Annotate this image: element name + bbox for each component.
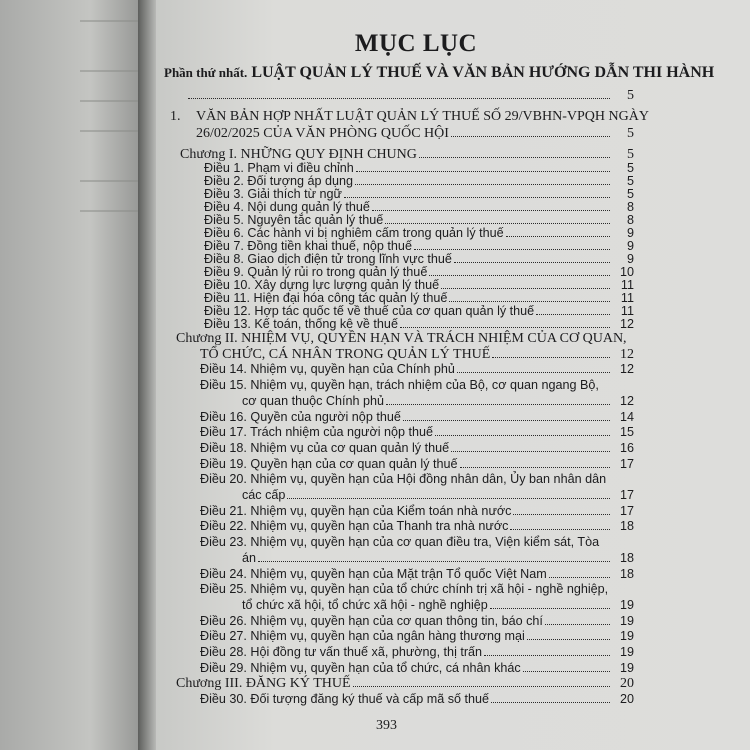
toc-entry-text: Điều 8. Giao dịch điện tử trong lĩnh vực thuế xyxy=(204,251,452,266)
toc-chapter-entry xyxy=(180,149,634,162)
toc-list-chapter-1 xyxy=(180,149,634,331)
toc-entry-text: Điều 14. Nhiệm vụ, quyền hạn của Chính phủ xyxy=(200,362,455,377)
toc-entry-text: Chương III. ĐĂNG KÝ THUẾ xyxy=(176,676,351,692)
toc-article-entry xyxy=(176,582,634,598)
dot-leader xyxy=(435,435,610,436)
dot-leader xyxy=(549,577,610,578)
dot-leader xyxy=(414,249,610,250)
toc-article-entry xyxy=(176,488,634,504)
toc-entry-page: 9 xyxy=(626,225,634,240)
toc-entry-page: 5 xyxy=(626,160,634,175)
dot-leader xyxy=(449,301,610,302)
toc-entry-page: 19 xyxy=(619,660,634,675)
part-heading xyxy=(164,64,714,82)
toc-entry-text: án xyxy=(242,550,257,565)
dot-leader xyxy=(344,197,610,198)
toc-article-entry xyxy=(176,614,634,630)
toc-entry-page: 19 xyxy=(619,645,634,660)
toc-entry-text: Điều 22. Nhiệm vụ, quyền hạn của Thanh tra nhà nước xyxy=(200,519,509,534)
toc-entry-text: tổ chức xã hội, tổ chức xã hội - nghề nghiệp xyxy=(242,597,488,612)
toc-entry-page: 12 xyxy=(619,362,634,377)
toc-entry-text: Điều 28. Hội đồng tư vấn thuế xã, phường, thị trấn xyxy=(200,645,483,660)
dot-leader xyxy=(451,451,610,452)
toc-article-entry xyxy=(176,362,634,378)
dot-leader xyxy=(429,275,610,276)
toc-article-entry xyxy=(180,201,634,214)
toc-entry-text: Điều 1. Phạm vi điều chỉnh xyxy=(204,160,354,175)
toc-entry-text: các cấp xyxy=(242,488,286,503)
toc-entry-text: Điều 3. Giải thích từ ngữ xyxy=(204,186,342,201)
toc-chapter-entry xyxy=(176,347,634,363)
toc-entry-page: 8 xyxy=(626,199,634,214)
toc-article-entry xyxy=(180,292,634,305)
part-label: LUẬT QUẢN LÝ THUẾ VÀ VĂN BẢN HƯỚNG DẪN THI HÀNH xyxy=(251,64,715,81)
toc-entry-page: 5 xyxy=(626,186,634,201)
toc-entry-page: 17 xyxy=(619,488,634,503)
book-gutter xyxy=(138,0,156,750)
toc-entry-text: Chương II. NHIỆM VỤ, QUYỀN HẠN VÀ TRÁCH NHIỆM CỦA CƠ QUAN, xyxy=(176,331,627,346)
toc-entry-page: 20 xyxy=(620,676,634,692)
toc-entry-page: 12 xyxy=(619,316,634,331)
toc-article-entry xyxy=(176,425,634,441)
dot-leader xyxy=(510,529,610,530)
part-page: 5 xyxy=(627,88,634,103)
dot-leader xyxy=(527,639,610,640)
toc-article-entry xyxy=(176,551,634,567)
dot-leader xyxy=(457,372,610,373)
toc-article-entry xyxy=(176,410,634,426)
toc-entry-text: Điều 21. Nhiệm vụ, quyền hạn của Kiểm toán nhà nước xyxy=(200,503,512,518)
page-number: 393 xyxy=(376,718,397,733)
toc-entry-page: 12 xyxy=(619,393,634,408)
dot-leader xyxy=(523,671,610,672)
toc-entry-text: Điều 30. Đối tượng đăng ký thuế và cấp mã số thuế xyxy=(200,692,490,707)
section-line: VĂN BẢN HỢP NHẤT LUẬT QUẢN LÝ THUẾ SỐ 29/VBHN-VPQH NGÀY xyxy=(196,109,649,124)
dot-leader xyxy=(355,184,610,185)
toc-entry-text: Điều 18. Nhiệm vụ của cơ quan quản lý thuế xyxy=(200,440,450,455)
toc-entry-page: 17 xyxy=(619,503,634,518)
toc-entry-page: 18 xyxy=(619,519,634,534)
dot-leader xyxy=(441,288,610,289)
toc-entry-text: Điều 24. Nhiệm vụ, quyền hạn của Mặt trận Tổ quốc Việt Nam xyxy=(200,566,547,581)
toc-entry-text: Điều 20. Nhiệm vụ, quyền hạn của Hội đồng nhân dân, Ủy ban nhân dân xyxy=(200,472,607,487)
dot-leader xyxy=(492,357,610,358)
toc-entry-text: Điều 6. Các hành vi bị nghiêm cấm trong quản lý thuế xyxy=(204,225,504,240)
toc-entry-text: Điều 13. Kế toán, thống kê về thuế xyxy=(204,316,398,331)
toc-entry-text: TỔ CHỨC, CÁ NHÂN TRONG QUẢN LÝ THUẾ xyxy=(200,346,491,362)
toc-entry-text: Điều 9. Quản lý rủi ro trong quản lý thuế xyxy=(204,264,428,279)
toc-article-entry xyxy=(180,162,634,175)
toc-entry-text: Điều 16. Quyền của người nộp thuế xyxy=(200,409,401,424)
toc-entry-page: 5 xyxy=(626,173,634,188)
toc-entry-text: Điều 4. Nội dung quản lý thuế xyxy=(204,199,370,214)
toc-article-entry xyxy=(176,692,634,708)
toc-entry-page: 5 xyxy=(627,147,634,162)
toc-entry-page: 10 xyxy=(619,264,634,279)
toc-article-entry xyxy=(180,214,634,227)
toc-entry-page: 8 xyxy=(626,212,634,227)
dot-leader xyxy=(372,210,610,211)
section-line: 26/02/2025 CỦA VĂN PHÒNG QUỐC HỘI xyxy=(196,126,449,141)
dot-leader xyxy=(403,420,610,421)
part-prefix: Phần thứ nhất. xyxy=(164,65,248,80)
section-number: 1. xyxy=(170,109,181,124)
toc-article-entry xyxy=(176,661,634,677)
toc-entry-text: Điều 29. Nhiệm vụ, quyền hạn của tổ chức, cá nhân khác xyxy=(200,660,521,675)
toc-entry-page: 11 xyxy=(620,303,634,318)
toc-entry-text: Điều 7. Đồng tiền khai thuế, nộp thuế xyxy=(204,238,412,253)
section-page: 5 xyxy=(627,126,634,141)
toc-article-entry xyxy=(180,266,634,279)
dot-leader xyxy=(258,561,610,562)
dot-leader xyxy=(536,314,610,315)
toc-entry-page: 11 xyxy=(620,290,634,305)
toc-entry-page: 18 xyxy=(619,550,634,565)
toc-article-entry xyxy=(176,645,634,661)
toc-entry-page: 12 xyxy=(620,346,634,362)
toc-article-entry xyxy=(176,394,634,410)
toc-entry-page: 18 xyxy=(619,566,634,581)
dot-leader xyxy=(287,498,610,499)
toc-entry-text: Điều 26. Nhiệm vụ, quyền hạn của cơ quan thông tin, báo chí xyxy=(200,613,543,628)
toc-article-entry xyxy=(180,253,634,266)
toc-entry-page: 19 xyxy=(619,597,634,612)
toc-article-entry xyxy=(176,598,634,614)
toc-chapter-entry xyxy=(176,331,634,347)
dot-leader xyxy=(484,655,610,656)
dot-leader xyxy=(454,262,610,263)
toc-page xyxy=(156,0,750,750)
toc-entry-text: Chương I. NHỮNG QUY ĐỊNH CHUNG xyxy=(180,147,417,162)
dot-leader xyxy=(356,171,610,172)
dot-leader xyxy=(353,686,610,687)
toc-article-entry xyxy=(176,519,634,535)
toc-entry-text: Điều 5. Nguyên tắc quản lý thuế xyxy=(204,212,384,227)
toc-entry-text: Điều 12. Hợp tác quốc tế về thuế của cơ quan quản lý thuế xyxy=(204,303,535,318)
toc-article-entry xyxy=(176,457,634,473)
toc-article-entry xyxy=(176,567,634,583)
toc-entry-page: 19 xyxy=(619,613,634,628)
toc-entry-text: Điều 15. Nhiệm vụ, quyền hạn, trách nhiệm của Bộ, cơ quan ngang Bộ, xyxy=(200,378,599,393)
toc-entry-page: 19 xyxy=(619,629,634,644)
toc-article-entry xyxy=(176,629,634,645)
dot-leader xyxy=(490,608,610,609)
dot-leader xyxy=(400,327,610,328)
dot-leader xyxy=(491,702,610,703)
toc-entry-text: cơ quan thuộc Chính phủ xyxy=(242,393,384,408)
toc-entry-text: Điều 19. Quyền hạn của cơ quan quản lý thuế xyxy=(200,456,458,471)
toc-entry-text: Điều 27. Nhiệm vụ, quyền hạn của ngân hàng thương mại xyxy=(200,629,525,644)
toc-list-chapter-2-3 xyxy=(176,331,634,708)
toc-entry-page: 11 xyxy=(620,277,634,292)
facing-page xyxy=(0,0,150,750)
toc-article-entry xyxy=(176,535,634,551)
toc-article-entry xyxy=(176,441,634,457)
toc-article-entry xyxy=(176,504,634,520)
page-title: MỤC LỤC xyxy=(354,30,478,57)
toc-article-entry xyxy=(180,188,634,201)
toc-entry-text: Điều 25. Nhiệm vụ, quyền hạn của tổ chức chính trị xã hội - nghề nghiệp, xyxy=(200,582,609,597)
toc-entry-text: Điều 11. Hiện đại hóa công tác quản lý thuế xyxy=(204,290,448,305)
part-leader-row xyxy=(186,88,634,104)
toc-entry-text: Điều 10. Xây dựng lực lượng quản lý thuế xyxy=(204,277,440,292)
toc-entry-page: 20 xyxy=(619,692,634,707)
dot-leader xyxy=(385,223,610,224)
toc-entry-text: Điều 23. Nhiệm vụ, quyền hạn của cơ quan điều tra, Viện kiểm sát, Tòa xyxy=(200,535,600,550)
dot-leader xyxy=(386,404,610,405)
dot-leader xyxy=(460,467,610,468)
section-entry xyxy=(170,108,649,142)
toc-entry-page: 17 xyxy=(619,456,634,471)
toc-article-entry xyxy=(176,472,634,488)
toc-article-entry xyxy=(180,227,634,240)
toc-article-entry xyxy=(180,318,634,331)
toc-chapter-entry xyxy=(176,676,634,692)
dot-leader xyxy=(545,624,610,625)
dot-leader xyxy=(506,236,610,237)
toc-article-entry xyxy=(180,305,634,318)
toc-entry-page: 15 xyxy=(619,425,634,440)
toc-article-entry xyxy=(180,175,634,188)
toc-entry-page: 14 xyxy=(619,409,634,424)
toc-article-entry xyxy=(176,378,634,394)
toc-entry-text: Điều 2. Đối tượng áp dụng xyxy=(204,173,354,188)
dot-leader xyxy=(513,514,610,515)
toc-entry-page: 16 xyxy=(619,440,634,455)
toc-article-entry xyxy=(180,240,634,253)
toc-entry-page: 9 xyxy=(626,238,634,253)
toc-article-entry xyxy=(180,279,634,292)
toc-entry-page: 9 xyxy=(626,251,634,266)
dot-leader xyxy=(419,157,610,158)
toc-entry-text: Điều 17. Trách nhiệm của người nộp thuế xyxy=(200,425,434,440)
